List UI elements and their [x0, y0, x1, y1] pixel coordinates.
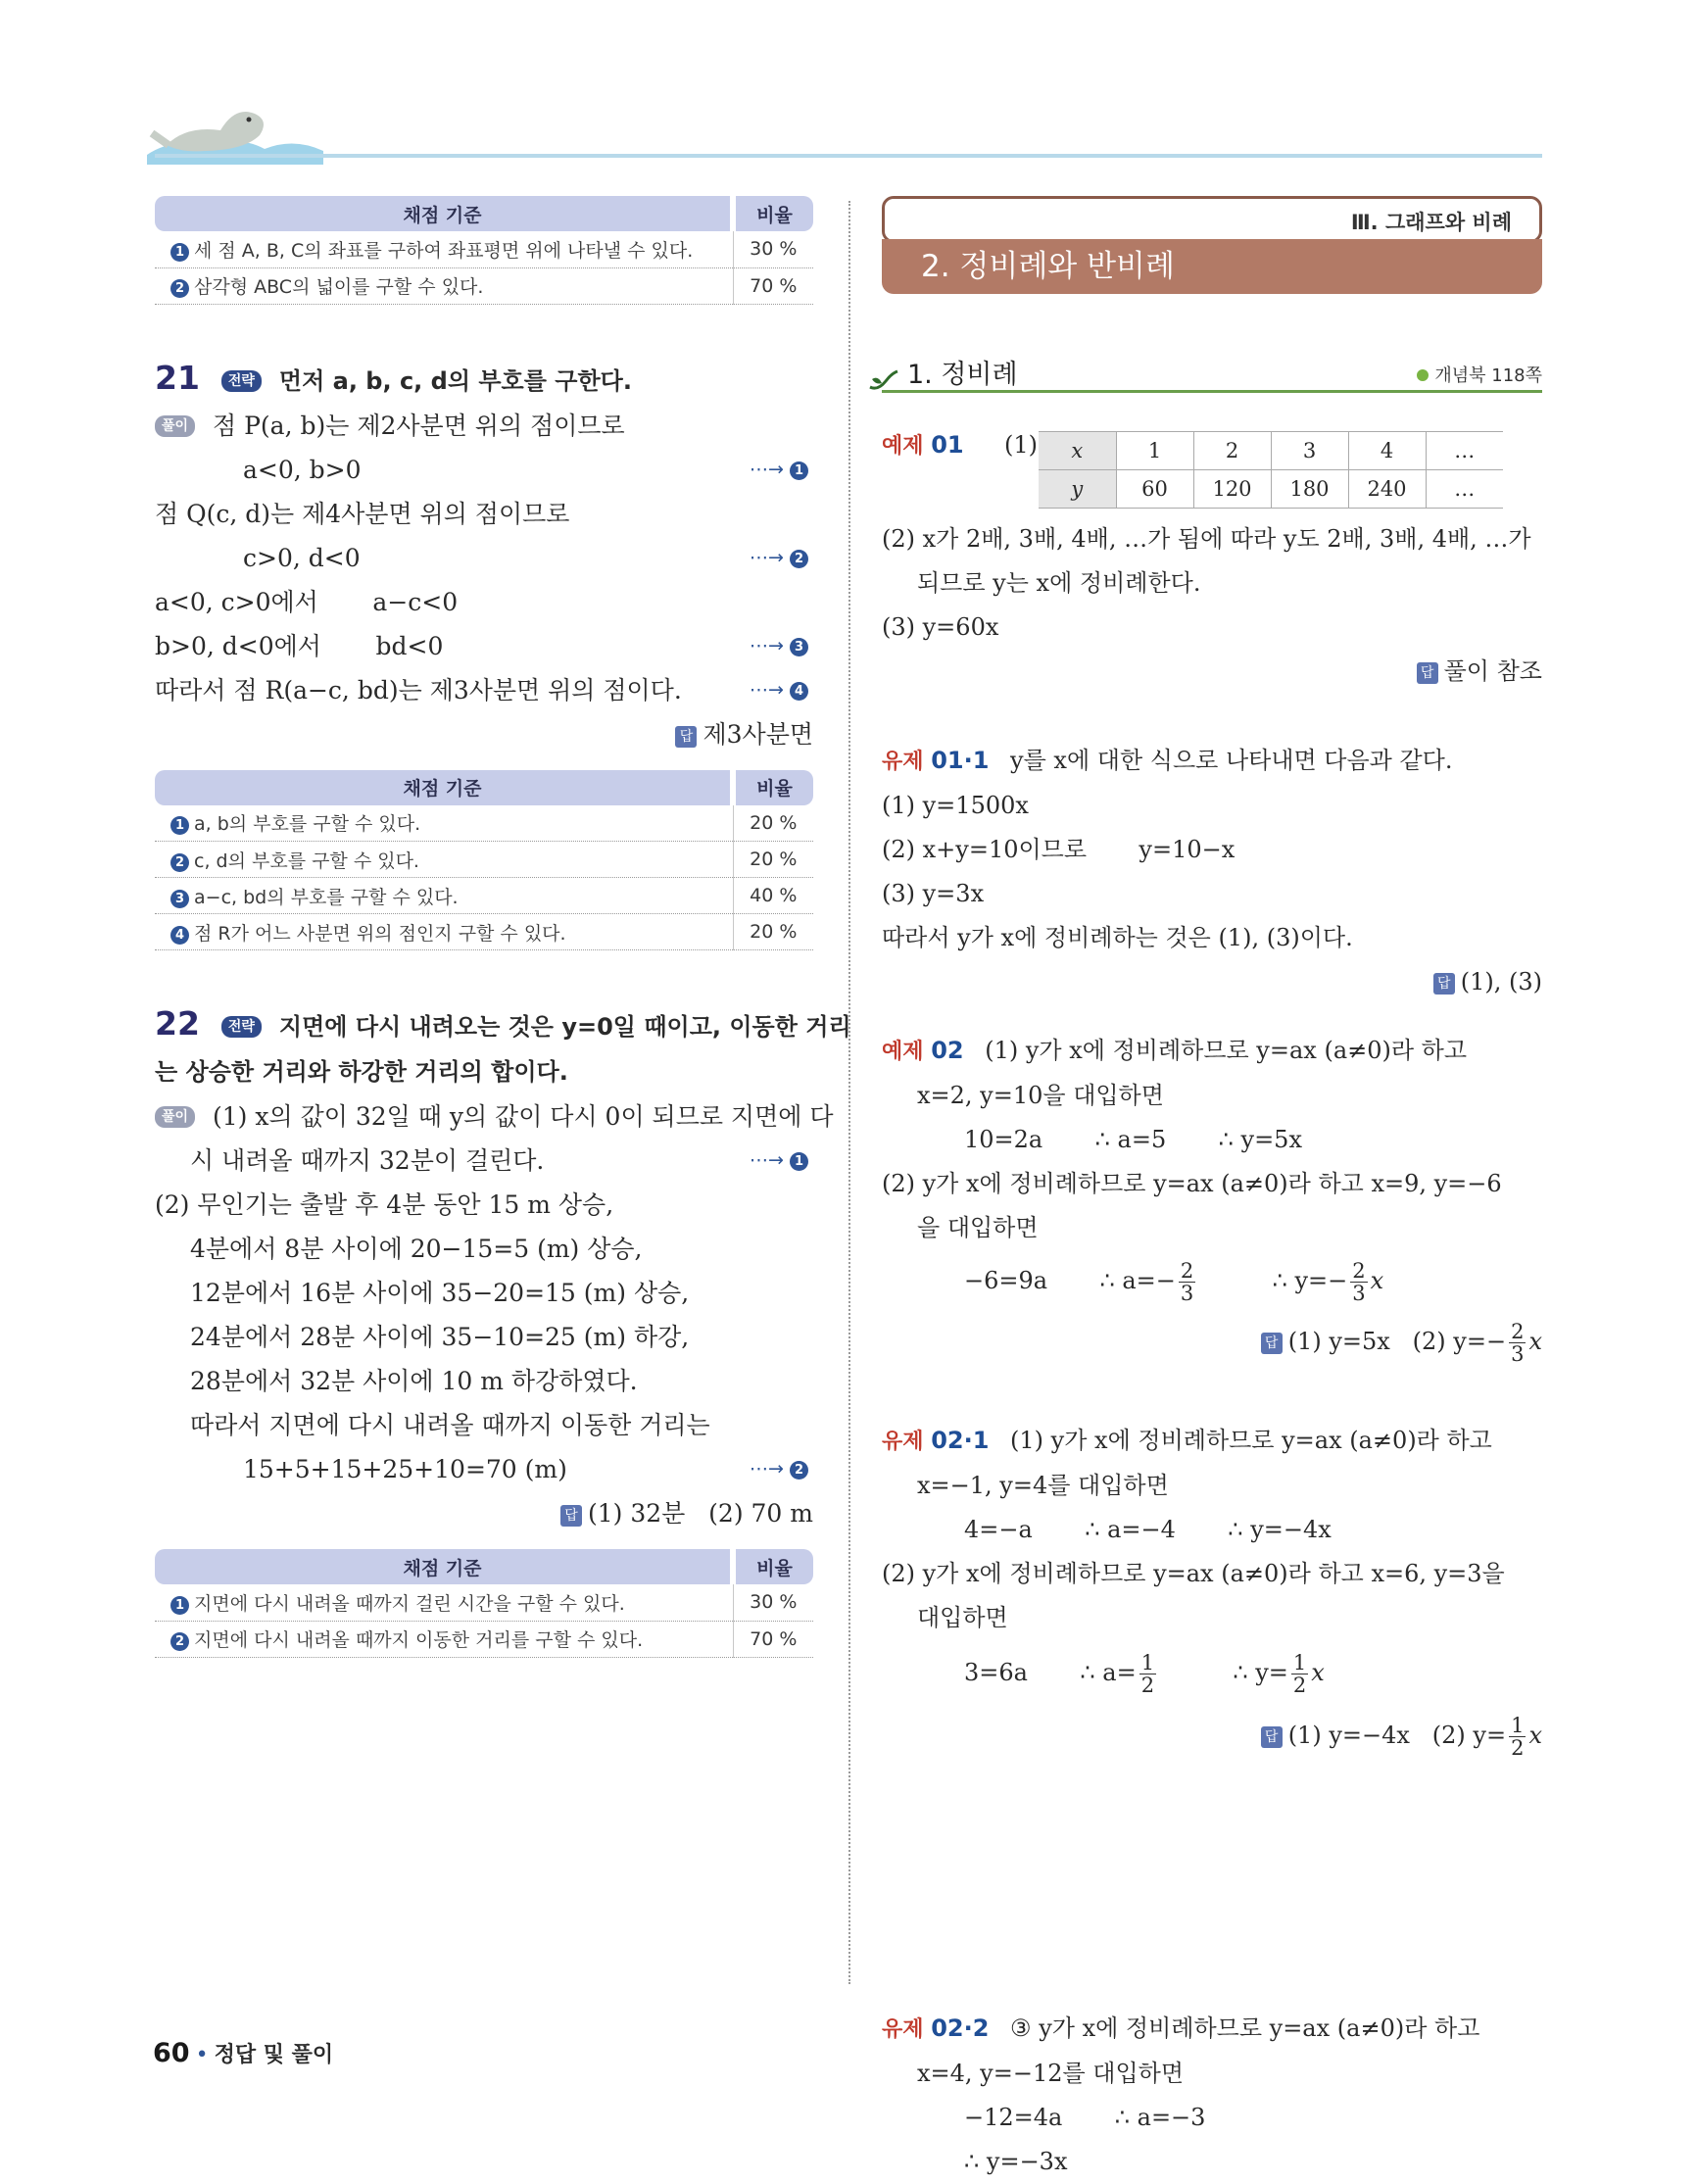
solution-line: 15+5+15+25+10=70 (m) [243, 1455, 567, 1483]
solution-line: 점 P(a, b)는 제2사분면 위의 점이므로 [213, 411, 625, 440]
answer-text: (1) y=−4x (2) y= [1287, 1722, 1507, 1749]
scoring-table-22 [155, 1549, 813, 1658]
step-marker: ⋯→ 3 [750, 624, 813, 668]
solution-line: 4=−a ∴ a=−4 ∴ y=−4x [964, 1516, 1332, 1543]
intro-text: y를 x에 대한 식으로 나타내면 다음과 같다. [1010, 747, 1453, 774]
part-label: (1) [1004, 431, 1038, 459]
answer-text: 제3사분면 [703, 719, 813, 749]
criterion-header: 채점 기준 [155, 770, 733, 805]
solution-line: (1) x의 값이 32일 때 y의 값이 다시 0이 되므로 지면에 다 [213, 1102, 834, 1131]
fraction: $\frac{1}{2}$ [1511, 1714, 1525, 1760]
chapter-title: 2. 정비례와 반비례 [882, 239, 1542, 294]
ratio-value: 30 % [733, 1584, 813, 1621]
strategy-badge: 전략 [221, 1016, 262, 1038]
table-row [155, 231, 813, 267]
table-cell: 2 [1193, 432, 1271, 470]
solution-line: 3=6a ∴ a= [964, 1659, 1137, 1686]
ratio-value: 70 % [733, 1621, 813, 1657]
table-cell: 3 [1271, 432, 1348, 470]
solution-line: 대입하면 [917, 1604, 1008, 1631]
step-marker: ⋯→ 4 [750, 668, 813, 712]
ratio-value: 20 % [733, 842, 813, 878]
solution-line: ③ y가 x에 정비례하므로 y=ax (a≠0)라 하고 [1010, 2014, 1480, 2042]
solution-line: (2) y가 x에 정비례하므로 y=ax (a≠0)라 하고 x=9, y=−6 [882, 1170, 1502, 1197]
solution-line: 24분에서 28분 사이에 35−10=25 (m) 하강, [190, 1323, 690, 1351]
scoring-table-20 [155, 196, 813, 305]
criterion-text: 삼각형 ABC의 넓이를 구할 수 있다. [194, 276, 484, 298]
leaf-icon [868, 369, 897, 391]
table-cell: 4 [1348, 432, 1426, 470]
answer-line [882, 1705, 1542, 1766]
exercise-label: 유제 02·2 [882, 2014, 990, 2042]
solution-line: 따라서 지면에 다시 내려올 때까지 이동한 거리는 [190, 1411, 710, 1439]
unit-title: Ⅲ. 그래프와 비례 [1350, 211, 1512, 234]
ratio-value: 20 % [733, 805, 813, 842]
table-cell: 240 [1348, 470, 1426, 509]
step-2-icon: 2 [790, 550, 808, 568]
table-cell: 1 [1116, 432, 1193, 470]
solution-line: (2) x가 2배, 3배, 4배, …가 됨에 따라 y도 2배, 3배, 4배, …가 [882, 525, 1531, 553]
solution-line: x=4, y=−12를 대입하면 [917, 2060, 1185, 2087]
solution-line: 12분에서 16분 사이에 35−20=15 (m) 상승, [190, 1279, 690, 1307]
solution-line: (2) x+y=10이므로 y=10−x [882, 836, 1236, 863]
solution-line: (2) 무인기는 출발 후 4분 동안 15 m 상승, [155, 1190, 614, 1219]
answer-icon: 답 [560, 1505, 582, 1527]
solution-line: −6=9a ∴ a=− [964, 1267, 1176, 1294]
answer-text: (1) 32분 (2) 70 m [588, 1499, 813, 1528]
problem-number: 22 [155, 1004, 200, 1043]
criterion-header: 채점 기준 [155, 1549, 733, 1584]
table-header-x: x [1039, 432, 1116, 470]
solution-line: a<0, b>0 [243, 455, 362, 484]
step-1-icon: 1 [170, 1596, 189, 1615]
table-row [155, 914, 813, 950]
ratio-value: 40 % [733, 878, 813, 914]
fraction: $\frac{2}{3}$ [1180, 1259, 1194, 1305]
section-header [882, 348, 1542, 393]
exercise-01-1 [882, 739, 1542, 1004]
step-1-icon: 1 [790, 461, 808, 480]
step-marker: ⋯→ 1 [750, 1139, 813, 1183]
solution-line: 4분에서 8분 사이에 20−15=5 (m) 상승, [190, 1235, 643, 1263]
step-1-icon: 1 [790, 1152, 808, 1171]
answer-text: (1), (3) [1460, 968, 1542, 995]
strategy-badge: 전략 [221, 370, 262, 392]
exercise-02-2 [882, 2007, 1542, 2184]
section-title: 1. 정비례 [907, 360, 1018, 390]
solution-line: b>0, d<0에서 bd<0 [155, 631, 444, 660]
solution-line: −12=4a ∴ a=−3 [964, 2104, 1206, 2131]
solution-line: 을 대입하면 [917, 1214, 1039, 1241]
exercise-label: 유제 01·1 [882, 747, 990, 774]
solution-line: (1) y가 x에 정비례하므로 y=ax (a≠0)라 하고 [1010, 1427, 1492, 1454]
scoring-table-21 [155, 770, 813, 951]
concept-reference [1417, 362, 1542, 387]
step-marker: ⋯→ 2 [750, 536, 813, 580]
answer-text: (1) y=5x (2) y=− [1287, 1328, 1507, 1355]
solution-line: (3) y=60x [882, 613, 999, 641]
step-4-icon: 4 [170, 926, 189, 945]
step-1-icon: 1 [170, 243, 189, 262]
solution-line: ∴ y=− [1272, 1267, 1348, 1294]
step-3-icon: 3 [790, 638, 808, 656]
solution-line: 따라서 y가 x에 정비례하는 것은 (1), (3)이다. [882, 924, 1353, 951]
answer-line [155, 712, 813, 756]
table-cell: … [1426, 470, 1503, 509]
column-divider [848, 201, 850, 1984]
table-cell: 120 [1193, 470, 1271, 509]
answer-line [882, 1311, 1542, 1372]
ratio-value: 30 % [733, 231, 813, 267]
table-row [155, 267, 813, 304]
left-column [155, 196, 851, 1658]
example-label: 예제 02 [882, 1037, 964, 1064]
solution-line: a<0, c>0에서 a−c<0 [155, 587, 459, 616]
answer-icon: 답 [1433, 973, 1455, 995]
table-row [155, 842, 813, 878]
solution-badge: 풀이 [155, 415, 195, 437]
solution-line: ∴ y=−3x [964, 2148, 1068, 2175]
unit-header [882, 196, 1542, 243]
solution-line: 10=2a ∴ a=5 ∴ y=5x [964, 1126, 1302, 1153]
solution-line: 시 내려올 때까지 32분이 걸린다. [190, 1146, 545, 1175]
ratio-header: 비율 [733, 770, 813, 805]
ratio-value: 20 % [733, 914, 813, 950]
solution-line: c>0, d<0 [243, 543, 361, 572]
table-row [1039, 470, 1503, 509]
answer-icon: 답 [1261, 1726, 1283, 1748]
example-label: 예제 01 [882, 431, 964, 459]
step-2-icon: 2 [170, 1632, 189, 1651]
solution-line: 되므로 y는 x에 정비례한다. [917, 569, 1201, 597]
bullet-icon [1417, 369, 1429, 381]
solution-badge: 풀이 [155, 1106, 195, 1128]
step-3-icon: 3 [170, 890, 189, 908]
criterion-text: 세 점 A, B, C의 좌표를 구하여 좌표평면 위에 나타낼 수 있다. [194, 239, 694, 262]
fraction: $\frac{1}{2}$ [1140, 1651, 1155, 1697]
table-row [1039, 432, 1503, 470]
table-row [155, 878, 813, 914]
criterion-text: a−c, bd의 부호를 구할 수 있다. [194, 886, 459, 908]
variable: x [1311, 1659, 1325, 1686]
answer-line [882, 650, 1542, 694]
criterion-text: a, b의 부호를 구할 수 있다. [194, 813, 421, 836]
step-2-icon: 2 [170, 853, 189, 872]
exercise-label: 유제 02·1 [882, 1427, 990, 1454]
answer-icon: 답 [1417, 662, 1438, 684]
seal-mascot-illustration [147, 86, 323, 165]
solution-line: (3) y=3x [882, 880, 985, 907]
criterion-text: 점 R가 어느 사분면 위의 점인지 구할 수 있다. [194, 922, 566, 945]
example-02 [882, 1029, 1542, 1372]
problem-21 [155, 356, 813, 756]
criterion-text: c, d의 부호를 구할 수 있다. [194, 849, 419, 872]
criterion-header: 채점 기준 [155, 196, 733, 231]
ratio-header: 비율 [733, 196, 813, 231]
page-number: 60 [153, 2038, 190, 2068]
answer-icon: 답 [1261, 1333, 1283, 1354]
strategy-text: 지면에 다시 내려오는 것은 y=0일 때이고, 이동한 거리 [278, 1013, 851, 1041]
step-4-icon: 4 [790, 682, 808, 701]
strategy-text: 먼저 a, b, c, d의 부호를 구한다. [278, 366, 632, 395]
solution-line: (1) y가 x에 정비례하므로 y=ax (a≠0)라 하고 [985, 1037, 1468, 1064]
step-marker: ⋯→ 1 [750, 448, 813, 492]
step-2-icon: 2 [790, 1461, 808, 1480]
table-row [155, 1584, 813, 1621]
solution-line: x=2, y=10을 대입하면 [917, 1082, 1164, 1109]
footer-label: 정답 및 풀이 [214, 2043, 334, 2067]
step-marker: ⋯→ 2 [750, 1447, 813, 1491]
concept-reference-text: 개념북 118쪽 [1434, 365, 1542, 386]
answer-line [155, 1491, 813, 1535]
criterion-text: 지면에 다시 내려올 때까지 걸린 시간을 구할 수 있다. [194, 1592, 625, 1615]
variable: x [1528, 1328, 1542, 1355]
table-row [155, 805, 813, 842]
solution-line: ∴ y= [1233, 1659, 1288, 1686]
ratio-header: 비율 [733, 1549, 813, 1584]
solution-line: 점 Q(c, d)는 제4사분면 위의 점이므로 [155, 499, 570, 528]
fraction: $\frac{1}{2}$ [1292, 1651, 1307, 1697]
answer-text: 풀이 참조 [1443, 657, 1542, 685]
page-footer: 60 • 정답 및 풀이 [153, 2038, 334, 2068]
strategy-text: 는 상승한 거리와 하강한 거리의 합이다. [155, 1058, 568, 1086]
variable: x [1370, 1267, 1384, 1294]
answer-line [882, 960, 1542, 1004]
exercise-02-1 [882, 1419, 1542, 1766]
table-cell: 60 [1116, 470, 1193, 509]
table-cell: … [1426, 432, 1503, 470]
answer-icon: 답 [675, 726, 697, 748]
step-2-icon: 2 [170, 279, 189, 298]
table-row [155, 1621, 813, 1657]
header-rule [155, 154, 1542, 158]
step-1-icon: 1 [170, 816, 189, 835]
table-cell: 180 [1271, 470, 1348, 509]
fraction: $\frac{2}{3}$ [1352, 1259, 1366, 1305]
solution-line: (1) y=1500x [882, 792, 1029, 819]
criterion-text: 지면에 다시 내려올 때까지 이동한 거리를 구할 수 있다. [194, 1629, 644, 1651]
problem-number: 21 [155, 358, 200, 397]
ratio-value: 70 % [733, 267, 813, 304]
solution-line: x=−1, y=4를 대입하면 [917, 1472, 1169, 1499]
solution-line: 28분에서 32분 사이에 10 m 하강하였다. [190, 1367, 638, 1395]
solution-line: 따라서 점 R(a−c, bd)는 제3사분면 위의 점이다. [155, 675, 682, 704]
table-header-y: y [1039, 470, 1116, 509]
variable: x [1528, 1722, 1542, 1749]
fraction: $\frac{2}{3}$ [1511, 1320, 1525, 1366]
xy-table [1039, 431, 1503, 509]
solution-line: (2) y가 x에 정비례하므로 y=ax (a≠0)라 하고 x=6, y=3을 [882, 1560, 1505, 1587]
problem-22 [155, 1001, 851, 1535]
